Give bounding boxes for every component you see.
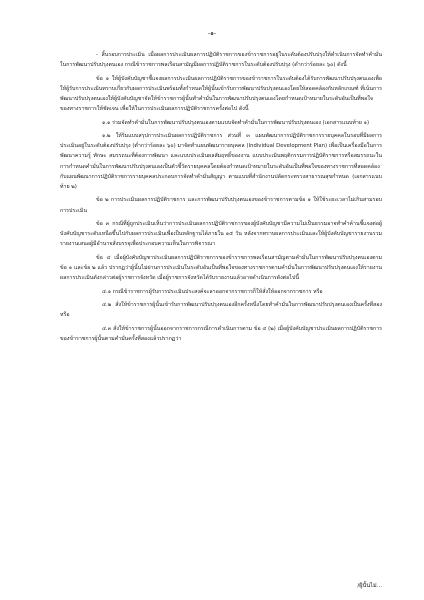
paragraph-article-4: ข้อ ๔ เมื่อผู้บังคับบัญชาประเมินผลการปฏิบัติราชการของข้าราชการพลเรือนสามัญตามคำมั่นในการพัฒนาปรับปรุงตนเองตามข้อ ๑ และข้อ ๒ แล้ว ปรากฏว่าผู้นั้นไม่ผ่านการประเมินในระดับอันเป็นที่พอใจของทางราชการตามคำมั่นในการพัฒนาปรับปรุงตนเองให้รายงานผลการประเมินดังกล่าวต่อผู้ราชการจังหวัด เมื่อผู้ราชการจังหวัดได้รับรายงานแล้วอาจดำเนินการดังต่อไปนี้: [60, 254, 382, 282]
continuation-note: /ผู้นั้นไม่...: [357, 583, 382, 589]
paragraph-4-1: ๔.๑ กรณีข้าราชการผู้รับการประเมินประสงค์จะลาออกจากราชการก็ให้สั่งให้ออกจากราชการ หรือ: [102, 288, 323, 295]
paragraph-1-1: ๑.๑ ร่วมจัดทำคำมั่นในการพัฒนาปรับปรุงตนเองตามแบบจัดทำคำมั่นในการพัฒนาปรับปรุงตนเอง (เอกสารแนบท้าย ๑): [102, 119, 370, 126]
paragraph-4-3: ๔.๓ สั่งให้ข้าราชการผู้นั้นออกจากราชการกรณีการดำเนินการตาม ข้อ ๔ (๒) เมื่อผู้บังคับบัญชาประเมินผลการปฏิบัติราชการของข้าราชการผู้นั้นตามคำมั่นครั้งที่สองแล้วปรากฏว่า: [60, 325, 382, 342]
paragraph-article-1: ข้อ ๑ ให้ผู้บังคับบัญชาชี้แจงผลการประเมินผลการปฏิบัติราชการของข้าราชการในระดับต้องได้รับการพัฒนาปรับปรุงตนเองเพื่อให้ผู้รับการประเมินทราบเกี่ยวกับผลการประเมินพร้อมทั้งกำหนดให้ผู้นั้นเข้ารับการพัฒนาปรับปรุงตนเองโดยให้สอดคล้องกับหลักเกณฑ์ ที่เน้นการพัฒนาปรับปรุงตนเองให้ผู้บังคับบัญชาจัดให้ข้าราชการผู้นั้นทำคำมั่นในการพัฒนาปรับปรุงตนเองโดยกำหนดเป้าหมายในระดับอันเป็นที่พอใจของทางราชการให้ชัดเจน เพื่อให้ในการประเมินผลการปฏิบัติราชการครั้งต่อไป ดังนี้: [60, 75, 382, 113]
paragraph-intro: - สิ้นรอบการประเมิน เมื่อผลการประเมินผลการปฏิบัติราชการของข้าราชการอยู่ในระดับต้องปรับปรุงให้ดำเนินการจัดทำคำมั่นในการพัฒนาปรับปรุงตนเอง กรณีข้าราชการพลเรือนสามัญมีผลการปฏิบัติราชการในระดับต้องปรับปรุง (ดำกว่าร้อยละ ๖๐) ดังนี้: [60, 52, 382, 69]
paragraph-1-2: ๑.๒ ให้ริ่มแบบสรุปการประเมินผลการปฏิบัติราชการ ส่วนที่ ๓ แผนพัฒนาการปฏิบัติราชการรายบุคคลในรอบที่มีผลการประเมินอยู่ในระดับต้องปรับปรุง (ต่ำกว่าร้อยละ ๖๐) มาจัดทำแผนพัฒนารายบุคคล (Individual Development Plan) เพื่อเป็นเครื่องมือในการพัฒนาความรู้ ทักษะ สมรรถนะที่ต้องการพัฒนา และแบบประเมินผลสัมฤทธิ์ของงาน แบบประเมินพฤติกรรมการปฏิบัติราชการหรือสมรรถนะในการกำหนดคำมั่นในการพัฒนาปรับปรุงตนเองเป็นตัวชี้วัดรายบุคคลโดยต้องกำหนดเป้าหมายในระดับอันเป็นที่พอใจของทางราชการที่สอดคล้องกับแผนพัฒนาการปฏิบัติราชการรายบุคคลประกอบการจัดทำคำมั่นสัญญา ตามแบบที่สำนักงานปลัดกระทรวงสาธารณสุขกำหนด (เอกสารแนบท้าย ๒): [60, 132, 382, 190]
paragraph-4-2: ๔.๒ สั่งให้ข้าราชการผู้นั้นเข้ารับการพัฒนาปรับปรุงตนเองอีกครั้งหนึ่งโดยทำคำมั่นในการพัฒนาปรับปรุงตนเองเป็นครั้งที่สอง หรือ: [60, 301, 382, 319]
paragraph-article-2: ข้อ ๒ การประเมินผลการปฏิบัติราชการ และการพัฒนาปรับปรุงตนเองของข้าราชการตามข้อ ๑ ให้ใช้ระยะเวลาไม่เกินสามรอบการประเมิน: [60, 197, 382, 214]
page-number: -๑-: [207, 30, 217, 37]
paragraph-article-3: ข้อ ๓ กรณีที่ผู้ถูกประเมินเห็นว่าการประเมินผลการปฏิบัติราชการของผู้บังคับบัญชามีความไม่เป็นธรรมอาจทำคำค้านชี้แจงต่อผู้บังคับบัญชาระดับเหนือขึ้นไปกับผลการประเมินเพื่อเป็นหลักฐานได้ภายใน ๑๕ วัน หลังจากทราบผลการประเมินและให้ผู้บังคับบัญชารายงานรวมรายงานเสนอผู้มีอำนาจสั่งบรรจุเพื่อประกอบความเห็นในการพิจารณา: [60, 220, 382, 248]
